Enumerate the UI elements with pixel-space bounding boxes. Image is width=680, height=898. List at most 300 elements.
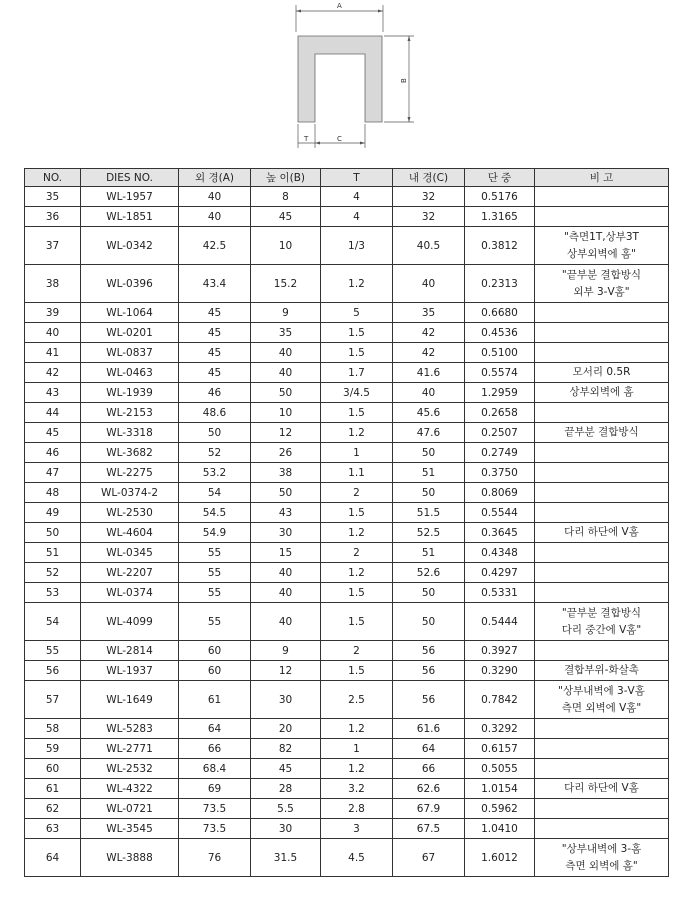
cell-inner-c: 67.9 [393,799,465,819]
table-row [25,583,669,603]
cell-height-b: 35 [251,323,321,343]
cell-outer-a: 61 [179,681,251,719]
cell-no: 63 [25,819,81,839]
cell-no: 42 [25,363,81,383]
cell-dies-no: WL-0201 [81,323,179,343]
cell-inner-c: 51 [393,463,465,483]
cell-remarks [535,463,669,483]
cell-remarks [535,583,669,603]
cell-weight: 0.2658 [465,403,535,423]
cell-height-b: 30 [251,523,321,543]
cell-dies-no: WL-1957 [81,187,179,207]
cell-height-b: 50 [251,483,321,503]
cell-no: 52 [25,563,81,583]
cell-inner-c: 32 [393,187,465,207]
cell-remarks [535,719,669,739]
cell-inner-c: 50 [393,483,465,503]
cell-weight: 0.7842 [465,681,535,719]
cell-remarks [535,303,669,323]
cell-outer-a: 54.9 [179,523,251,543]
cell-weight: 0.3927 [465,641,535,661]
cell-no: 56 [25,661,81,681]
table-row [25,563,669,583]
cell-outer-a: 46 [179,383,251,403]
cell-outer-a: 54 [179,483,251,503]
cell-dies-no: WL-2275 [81,463,179,483]
cell-outer-a: 42.5 [179,227,251,265]
cell-thickness-t: 1.7 [321,363,393,383]
cell-no: 59 [25,739,81,759]
cell-outer-a: 50 [179,423,251,443]
table-row [25,483,669,503]
cell-height-b: 28 [251,779,321,799]
cell-outer-a: 52 [179,443,251,463]
cell-no: 47 [25,463,81,483]
cell-dies-no: WL-1064 [81,303,179,323]
column-header: 내 경(C) [393,169,465,187]
cell-remarks [535,839,669,877]
table-row [25,463,669,483]
cell-no: 41 [25,343,81,363]
cell-height-b: 12 [251,661,321,681]
cell-no: 55 [25,641,81,661]
cell-no: 58 [25,719,81,739]
cell-inner-c: 41.6 [393,363,465,383]
cell-dies-no: WL-3318 [81,423,179,443]
remark-line: 다리 하단에 V홈 [564,782,639,794]
cell-outer-a: 60 [179,641,251,661]
cell-dies-no: WL-0721 [81,799,179,819]
cell-thickness-t: 1.2 [321,265,393,303]
cell-dies-no: WL-2207 [81,563,179,583]
cell-dies-no: WL-0345 [81,543,179,563]
cell-weight: 0.5176 [465,187,535,207]
cell-weight: 0.6157 [465,739,535,759]
cell-weight: 0.3290 [465,661,535,681]
cell-inner-c: 52.6 [393,563,465,583]
cell-outer-a: 45 [179,343,251,363]
cell-height-b: 8 [251,187,321,207]
cell-inner-c: 67.5 [393,819,465,839]
cell-dies-no: WL-5283 [81,719,179,739]
cell-no: 60 [25,759,81,779]
table-row [25,759,669,779]
cell-outer-a: 45 [179,323,251,343]
table-row [25,383,669,403]
cell-height-b: 15 [251,543,321,563]
dim-label-c: C [337,135,342,143]
cell-remarks [535,739,669,759]
table-row [25,739,669,759]
cell-inner-c: 52.5 [393,523,465,543]
cell-height-b: 31.5 [251,839,321,877]
remark-line: "상부내벽에 3-V홈 [558,684,645,697]
cell-height-b: 15.2 [251,265,321,303]
cell-remarks [535,523,669,543]
cell-height-b: 26 [251,443,321,463]
cell-dies-no: WL-2532 [81,759,179,779]
cell-inner-c: 40 [393,265,465,303]
cell-height-b: 12 [251,423,321,443]
cell-dies-no: WL-0463 [81,363,179,383]
table-row [25,839,669,877]
profile-diagram [0,0,680,160]
cell-inner-c: 62.6 [393,779,465,799]
remark-line: "끝부분 결합방식 [561,606,642,619]
cell-remarks [535,423,669,443]
cell-outer-a: 64 [179,719,251,739]
cell-remarks [535,779,669,799]
cell-weight: 0.2749 [465,443,535,463]
cell-height-b: 5.5 [251,799,321,819]
cell-weight: 0.4348 [465,543,535,563]
cell-no: 45 [25,423,81,443]
u-channel-profile [298,36,382,122]
cell-inner-c: 64 [393,739,465,759]
cell-inner-c: 40 [393,383,465,403]
cell-outer-a: 68.4 [179,759,251,779]
cell-weight: 0.4297 [465,563,535,583]
cell-remarks [535,681,669,719]
cell-remarks [535,563,669,583]
cell-dies-no: WL-2771 [81,739,179,759]
cell-outer-a: 53.2 [179,463,251,483]
remark-line: 끝부분 결합방식 [564,426,639,438]
cell-thickness-t: 2.8 [321,799,393,819]
table-row [25,423,669,443]
cell-height-b: 9 [251,641,321,661]
cell-no: 37 [25,227,81,265]
table-row [25,681,669,719]
cell-no: 54 [25,603,81,641]
cell-no: 35 [25,187,81,207]
table-row [25,543,669,563]
cell-inner-c: 42 [393,323,465,343]
cell-weight: 1.0410 [465,819,535,839]
cell-thickness-t: 1.1 [321,463,393,483]
cell-dies-no: WL-2530 [81,503,179,523]
cell-outer-a: 45 [179,303,251,323]
cell-no: 57 [25,681,81,719]
dim-label-b: B [400,78,408,83]
cell-inner-c: 35 [393,303,465,323]
cell-thickness-t: 4.5 [321,839,393,877]
cell-no: 51 [25,543,81,563]
cell-height-b: 10 [251,403,321,423]
table-row [25,343,669,363]
cell-dies-no: WL-0374-2 [81,483,179,503]
cell-weight: 0.5331 [465,583,535,603]
cell-remarks [535,343,669,363]
cell-height-b: 40 [251,563,321,583]
cell-no: 39 [25,303,81,323]
cell-inner-c: 51 [393,543,465,563]
cell-height-b: 45 [251,207,321,227]
column-header: 단 중 [465,169,535,187]
cell-weight: 0.2507 [465,423,535,443]
cell-remarks [535,403,669,423]
cell-thickness-t: 3 [321,819,393,839]
cell-weight: 1.0154 [465,779,535,799]
cell-outer-a: 40 [179,187,251,207]
cell-no: 40 [25,323,81,343]
table-row [25,779,669,799]
remark-line: 결합부위-화살촉 [564,664,639,676]
cell-weight: 1.3165 [465,207,535,227]
cell-weight: 0.5100 [465,343,535,363]
cell-inner-c: 42 [393,343,465,363]
cell-weight: 0.3750 [465,463,535,483]
cell-weight: 0.6680 [465,303,535,323]
cell-no: 61 [25,779,81,799]
cell-inner-c: 56 [393,641,465,661]
cell-no: 38 [25,265,81,303]
cell-weight: 0.5574 [465,363,535,383]
table-row [25,661,669,681]
table-row [25,523,669,543]
cell-thickness-t: 5 [321,303,393,323]
cell-outer-a: 60 [179,661,251,681]
cell-inner-c: 61.6 [393,719,465,739]
table-row [25,819,669,839]
cell-outer-a: 69 [179,779,251,799]
column-header: 높 이(B) [251,169,321,187]
cell-thickness-t: 1.2 [321,563,393,583]
cell-inner-c: 56 [393,681,465,719]
cell-no: 64 [25,839,81,877]
cell-remarks [535,819,669,839]
cell-dies-no: WL-3545 [81,819,179,839]
cell-inner-c: 50 [393,603,465,641]
column-header: NO. [25,169,81,187]
table-row [25,227,669,265]
cell-height-b: 30 [251,681,321,719]
cell-no: 62 [25,799,81,819]
cell-remarks [535,363,669,383]
cell-dies-no: WL-4322 [81,779,179,799]
table-row [25,641,669,661]
cell-remarks [535,483,669,503]
cell-dies-no: WL-0342 [81,227,179,265]
table-row [25,443,669,463]
cell-thickness-t: 1.5 [321,603,393,641]
cell-remarks [535,323,669,343]
cell-weight: 0.8069 [465,483,535,503]
cell-remarks [535,503,669,523]
cell-outer-a: 66 [179,739,251,759]
remark-line: 다리 중간에 V홈" [561,623,642,636]
cell-outer-a: 55 [179,603,251,641]
cell-thickness-t: 1.2 [321,719,393,739]
column-header: 외 경(A) [179,169,251,187]
cell-height-b: 40 [251,583,321,603]
cell-outer-a: 73.5 [179,819,251,839]
cell-remarks [535,207,669,227]
cell-height-b: 45 [251,759,321,779]
cell-inner-c: 56 [393,661,465,681]
cell-outer-a: 55 [179,583,251,603]
remark-line: "끝부분 결합방식 [561,268,642,281]
cell-thickness-t: 3/4.5 [321,383,393,403]
cell-thickness-t: 2 [321,483,393,503]
cell-remarks [535,603,669,641]
cell-dies-no: WL-0837 [81,343,179,363]
cell-thickness-t: 1.5 [321,323,393,343]
cell-height-b: 40 [251,603,321,641]
cell-outer-a: 45 [179,363,251,383]
cell-remarks [535,265,669,303]
cell-outer-a: 55 [179,563,251,583]
cell-weight: 0.5544 [465,503,535,523]
cell-no: 48 [25,483,81,503]
cell-outer-a: 54.5 [179,503,251,523]
table-row [25,363,669,383]
cell-thickness-t: 4 [321,187,393,207]
cell-remarks [535,187,669,207]
cell-thickness-t: 1.5 [321,403,393,423]
cell-outer-a: 40 [179,207,251,227]
cell-inner-c: 51.5 [393,503,465,523]
cell-dies-no: WL-2153 [81,403,179,423]
cell-weight: 0.4536 [465,323,535,343]
cell-thickness-t: 1.5 [321,503,393,523]
table-row [25,603,669,641]
cell-thickness-t: 1.2 [321,523,393,543]
cell-weight: 0.3645 [465,523,535,543]
cell-dies-no: WL-1851 [81,207,179,227]
cell-weight: 0.2313 [465,265,535,303]
cell-dies-no: WL-1937 [81,661,179,681]
cell-height-b: 38 [251,463,321,483]
table-row [25,719,669,739]
cell-thickness-t: 2 [321,543,393,563]
cell-remarks [535,443,669,463]
cell-thickness-t: 1.5 [321,583,393,603]
remark-line: "상부내벽에 3-홈 [561,842,642,855]
cell-outer-a: 73.5 [179,799,251,819]
cell-inner-c: 32 [393,207,465,227]
cell-height-b: 10 [251,227,321,265]
cell-remarks [535,227,669,265]
cell-height-b: 30 [251,819,321,839]
cell-remarks [535,641,669,661]
remark-line: 모서리 0.5R [572,366,631,378]
table-row [25,265,669,303]
cell-height-b: 82 [251,739,321,759]
cell-no: 43 [25,383,81,403]
remark-line: 외부 3-V홈" [573,285,630,298]
cell-dies-no: WL-0374 [81,583,179,603]
cell-height-b: 43 [251,503,321,523]
cell-inner-c: 50 [393,583,465,603]
remark-line: 다리 하단에 V홈 [564,526,639,538]
cell-thickness-t: 1/3 [321,227,393,265]
table-row [25,403,669,423]
cell-thickness-t: 3.2 [321,779,393,799]
cell-height-b: 40 [251,343,321,363]
cell-no: 50 [25,523,81,543]
remark-line: 상부외벽에 홈 [569,386,634,398]
cell-inner-c: 50 [393,443,465,463]
cell-outer-a: 55 [179,543,251,563]
table-row [25,503,669,523]
cell-dies-no: WL-3682 [81,443,179,463]
table-row [25,799,669,819]
cell-inner-c: 45.6 [393,403,465,423]
cell-height-b: 40 [251,363,321,383]
cell-remarks [535,799,669,819]
column-header: DIES NO. [81,169,179,187]
column-header: 비 고 [535,169,669,187]
table-row [25,207,669,227]
cell-dies-no: WL-1939 [81,383,179,403]
cell-dies-no: WL-0396 [81,265,179,303]
cell-dies-no: WL-3888 [81,839,179,877]
cell-inner-c: 47.6 [393,423,465,443]
remark-line: 측면 외벽에 V홈" [561,701,642,714]
cell-height-b: 50 [251,383,321,403]
cell-remarks [535,543,669,563]
cell-remarks [535,759,669,779]
cell-no: 53 [25,583,81,603]
dim-label-a: A [337,2,342,10]
cell-outer-a: 43.4 [179,265,251,303]
cell-weight: 0.5055 [465,759,535,779]
dim-label-t: T [304,135,309,143]
cell-thickness-t: 1 [321,443,393,463]
column-header: T [321,169,393,187]
cell-no: 36 [25,207,81,227]
cell-remarks [535,661,669,681]
cell-inner-c: 40.5 [393,227,465,265]
cell-no: 49 [25,503,81,523]
cell-thickness-t: 1.5 [321,661,393,681]
cell-weight: 0.3812 [465,227,535,265]
cell-inner-c: 66 [393,759,465,779]
cell-no: 44 [25,403,81,423]
cell-weight: 1.6012 [465,839,535,877]
cell-thickness-t: 1 [321,739,393,759]
table-header-row [25,169,669,187]
cell-remarks [535,383,669,403]
remark-line: 측면 외벽에 홈" [565,859,638,872]
cell-thickness-t: 1.2 [321,759,393,779]
cell-dies-no: WL-4099 [81,603,179,641]
cell-height-b: 9 [251,303,321,323]
table-row [25,187,669,207]
cell-height-b: 20 [251,719,321,739]
dies-spec-table [24,168,669,877]
cell-weight: 1.2959 [465,383,535,403]
cell-outer-a: 76 [179,839,251,877]
cell-thickness-t: 2 [321,641,393,661]
cell-weight: 0.5962 [465,799,535,819]
remark-line: "측면1T,상부3T [564,230,639,243]
cell-thickness-t: 4 [321,207,393,227]
cell-inner-c: 67 [393,839,465,877]
cell-outer-a: 48.6 [179,403,251,423]
cell-weight: 0.3292 [465,719,535,739]
cell-thickness-t: 1.2 [321,423,393,443]
remark-line: 상부외벽에 홈" [566,247,637,260]
cell-dies-no: WL-1649 [81,681,179,719]
cell-dies-no: WL-2814 [81,641,179,661]
cell-thickness-t: 1.5 [321,343,393,363]
cell-dies-no: WL-4604 [81,523,179,543]
table-row [25,323,669,343]
cell-no: 46 [25,443,81,463]
table-row [25,303,669,323]
